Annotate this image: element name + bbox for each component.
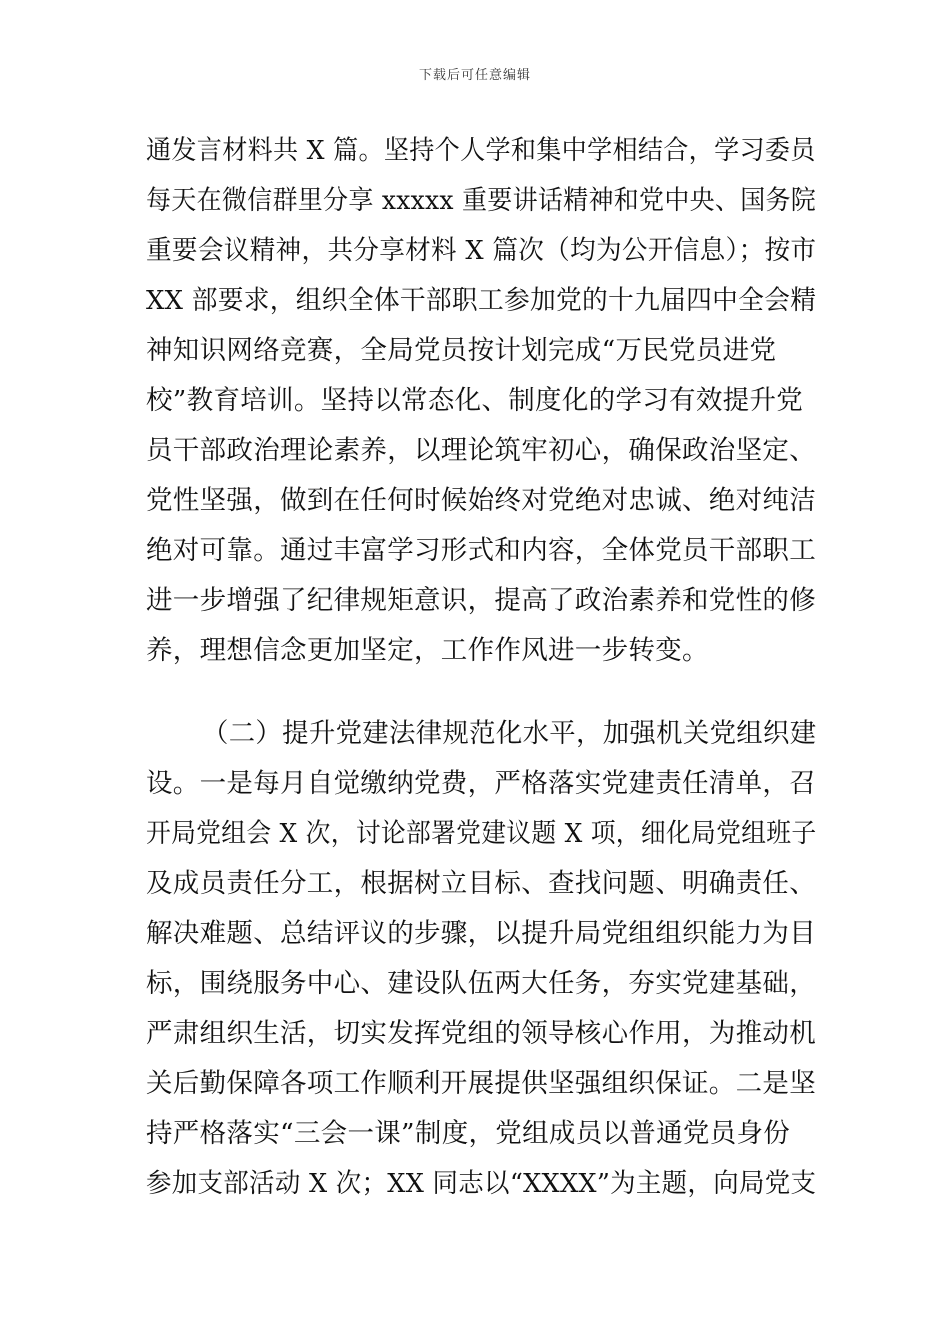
text-line: 开局党组会 X 次，讨论部署党建议题 X 项，细化局党组班子 — [146, 818, 817, 849]
text-line: 解决难题、总结评议的步骤，以提升局党组组织能力为目 — [146, 918, 816, 949]
text-line: 每天在微信群里分享 xxxxx 重要讲话精神和党中央、国务院 — [146, 185, 817, 216]
text-line: XX 部要求，组织全体干部职工参加党的十九届四中全会精 — [146, 285, 817, 316]
text-line: 党性坚强，做到在任何时候始终对党绝对忠诚、绝对纯洁 — [146, 485, 816, 516]
text-line: 养，理想信念更加坚定，工作作风进一步转变。 — [146, 635, 709, 666]
text-line: 参加支部活动 X 次；XX 同志以“XXXX”为主题，向局党支 — [146, 1168, 817, 1199]
text-line: 通发言材料共 X 篇。坚持个人学和集中学相结合，学习委员 — [146, 135, 816, 166]
header-note: 下载后可任意编辑 — [418, 68, 531, 83]
text-line: 严肃组织生活，切实发挥党组的领导核心作用，为推动机 — [146, 1018, 816, 1049]
text-line: 神知识网络竞赛，全局党员按计划完成“万民党员进党 — [146, 335, 777, 366]
text-line: 持严格落实“三会一课”制度，党组成员以普通党员身份 — [146, 1118, 791, 1149]
text-line: 设。一是每月自觉缴纳党费，严格落实党建责任清单，召 — [146, 768, 816, 799]
text-line: 及成员责任分工，根据树立目标、查找问题、明确责任、 — [146, 868, 816, 899]
text-line: 校”教育培训。坚持以常态化、制度化的学习有效提升党 — [146, 385, 804, 416]
text-line: 绝对可靠。通过丰富学习形式和内容，全体党员干部职工 — [146, 535, 816, 566]
text-line: 重要会议精神，共分享材料 X 篇次（均为公开信息）；按市 — [146, 235, 817, 266]
text-line: 进一步增强了纪律规矩意识，提高了政治素养和党性的修 — [146, 585, 816, 616]
text-line: 员干部政治理论素养，以理论筑牢初心，确保政治坚定、 — [146, 435, 816, 466]
text-line: 标，围绕服务中心、建设队伍两大任务，夯实党建基础， — [146, 968, 816, 999]
text-line: （二）提升党建法律规范化水平，加强机关党组织建 — [202, 718, 817, 749]
text-line: 关后勤保障各项工作顺利开展提供坚强组织保证。二是坚 — [146, 1068, 816, 1099]
